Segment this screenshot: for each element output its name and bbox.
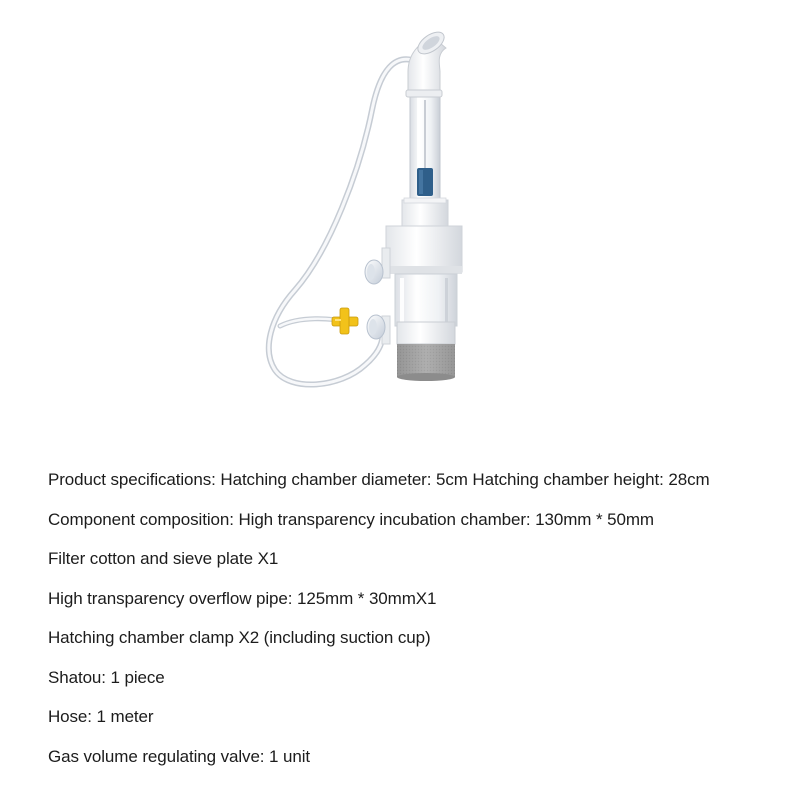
hose [269, 59, 418, 384]
spec-line-product-specifications: Product specifications: Hatching chamber diameter: 5cm Hatching chamber height: 28cm [48, 470, 710, 489]
chamber-collar [386, 226, 462, 274]
spec-line-gas-valve: Gas volume regulating valve: 1 unit [48, 746, 311, 766]
spec-line-hose: Hose: 1 meter [48, 707, 154, 726]
spec-line-shatou: Shatou: 1 piece [48, 667, 165, 687]
spec-line-component-composition: Component composition: High transparency incubation chamber: 130mm * 50mm [48, 509, 654, 529]
air-stone [417, 168, 433, 196]
spec-list [48, 462, 788, 778]
chamber-clamp [365, 248, 390, 344]
gas-valve [332, 308, 358, 334]
incubation-chamber [395, 274, 457, 326]
elbow-fitting [406, 28, 448, 97]
filter-sieve [397, 322, 455, 381]
top-connector [402, 198, 448, 226]
spec-line-chamber-clamp: Hatching chamber clamp X2 (including suction cup) [48, 628, 431, 647]
spec-line-filter-cotton: Filter cotton and sieve plate X1 [48, 549, 279, 568]
spec-line-overflow-pipe: High transparency overflow pipe: 125mm * 30mmX1 [48, 588, 437, 608]
